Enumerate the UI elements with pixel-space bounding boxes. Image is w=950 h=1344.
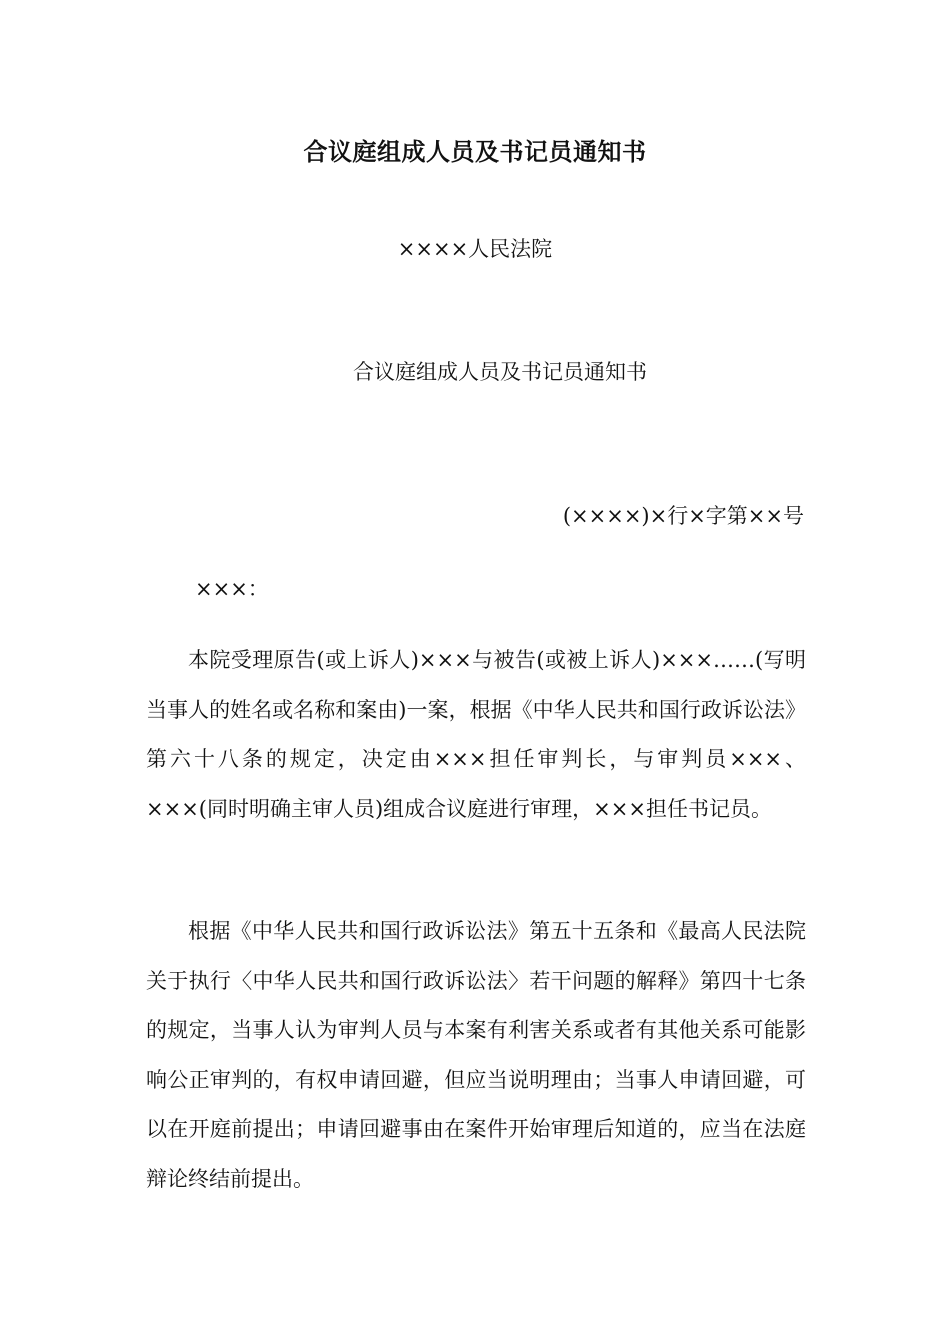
court-name: ××××人民法院 [397,237,553,261]
paragraph-2: 根据《中华人民共和国行政诉讼法》第五十五条和《最高人民法院关于执行〈中华人民共和国行政诉讼法〉若干问题的解释》第四十七条的规定，当事人认为审判人员与本案有利害关系或者有其他关系可能影响公正审判的，有权申请回避，但应当说明理由；当事人申请回避，可以在开庭前提出；申请回避事由在案件开始审理后知道的，应当在法庭辩论终结前提出。 [146,919,806,1191]
case-number: (××××)×行×字第××号 [562,504,804,528]
document-title: 合议庭组成人员及书记员通知书 [353,360,647,384]
page-title: 合议庭组成人员及书记员通知书 [303,137,647,166]
paragraph-1: 本院受理原告(或上诉人)×××与被告(或被上诉人)×××……(写明当事人的姓名或名称和案由)一案，根据《中华人民共和国行政诉讼法》第六十八条的规定，决定由×××担任审判长，与审判员×××、×××(同时明确主审人员)组成合议庭进行审理，×××担任书记员。 [146,648,806,821]
salutation: ×××： [195,577,269,601]
